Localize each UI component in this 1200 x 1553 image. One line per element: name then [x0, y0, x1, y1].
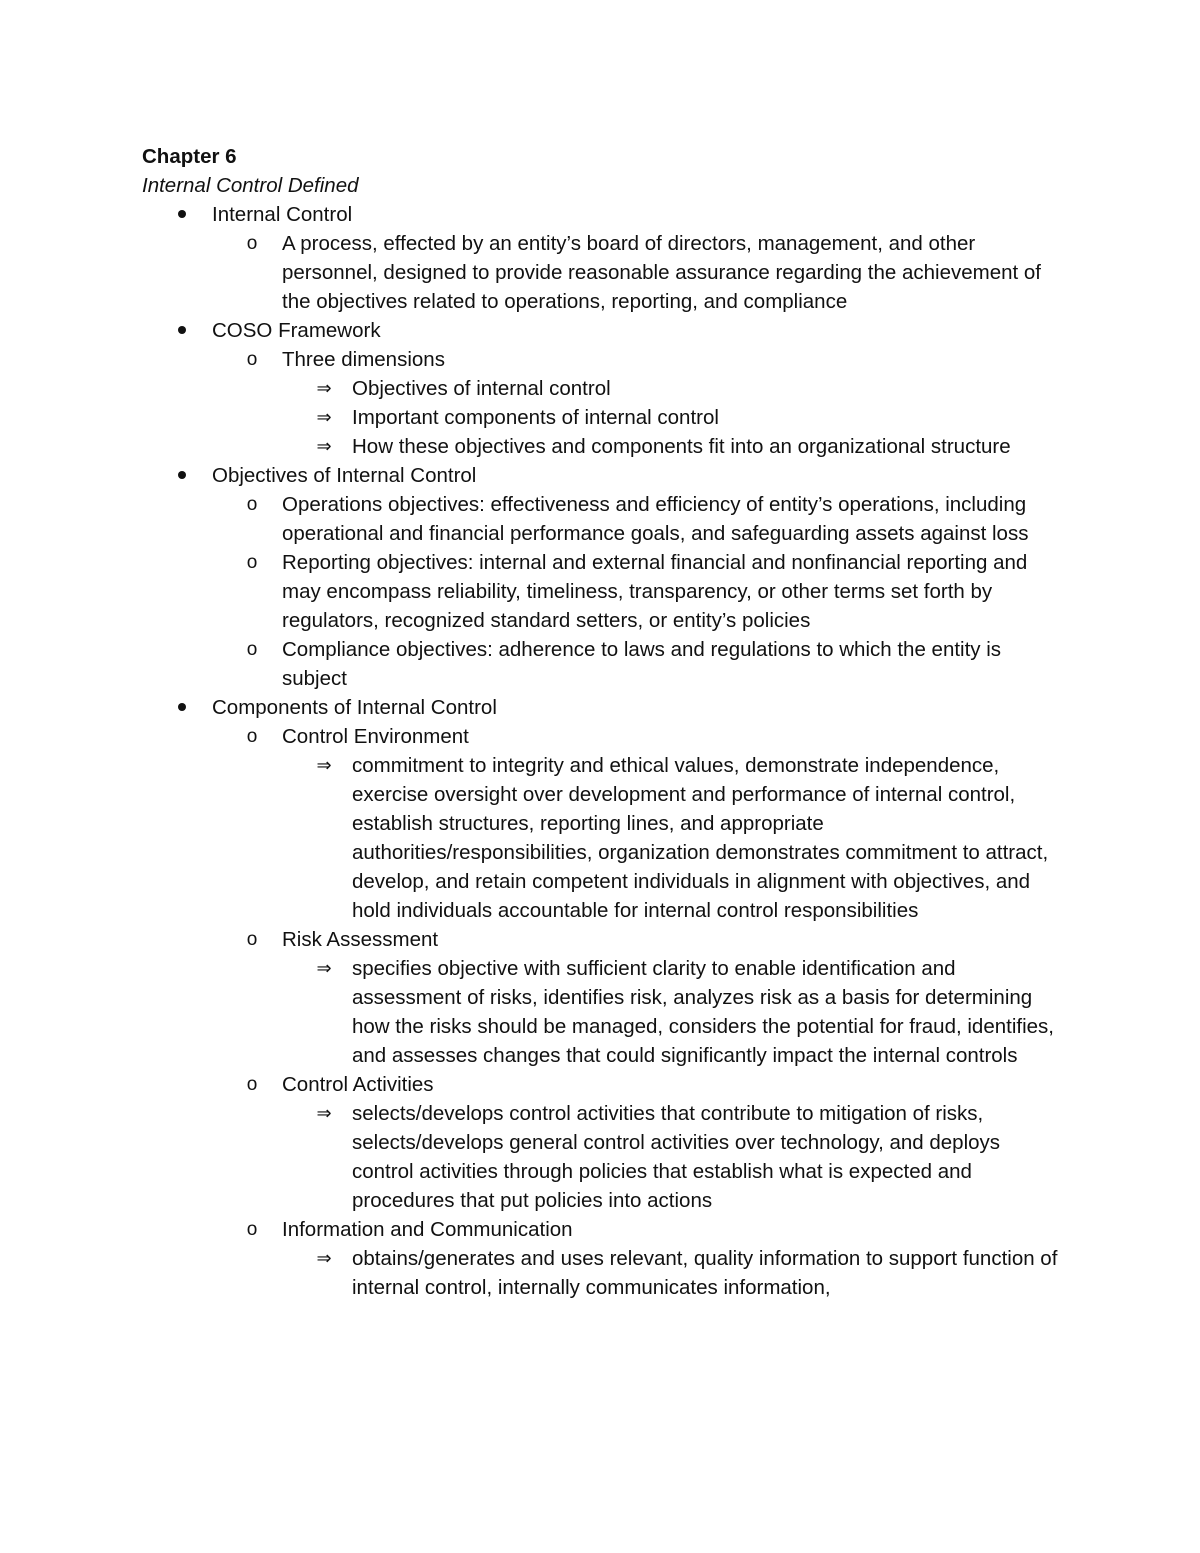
- detail-item-text: commitment to integrity and ethical values, demonstrate independence, exercise oversight over development and performance of internal control, establish structures, reporting lines, and appropriate authorities/responsibilities, organization demonstrates commitment to attract, develop, and retain competent individuals in alignment with objectives, and hold individuals accountable for internal control responsibilities: [352, 754, 1049, 922]
- sub-item-text: Reporting objectives: internal and external financial and nonfinancial reporting and may encompass reliability, timeliness, transparency, or other terms set forth by regulators, recognized standard setters, or entity’s policies: [282, 551, 1028, 632]
- detail-item-text: Important components of internal control: [352, 406, 719, 429]
- detail-item: [282, 751, 1062, 925]
- outline-item: [142, 693, 1062, 1302]
- detail-item: [282, 1244, 1062, 1302]
- sub-item: [212, 345, 1062, 461]
- sub-item: [212, 548, 1062, 635]
- arrow-right-icon: ⇒: [316, 407, 332, 427]
- sub-item: [212, 1215, 1062, 1302]
- circle-bullet-icon: o: [246, 494, 258, 515]
- detail-item-text: Objectives of internal control: [352, 377, 611, 400]
- arrow-right-icon: ⇒: [316, 958, 332, 978]
- outline-list: [142, 200, 1062, 1302]
- sub-item-text: Three dimensions: [282, 348, 445, 371]
- sub-item: [212, 1070, 1062, 1215]
- circle-bullet-icon: o: [246, 639, 258, 660]
- arrow-right-icon: ⇒: [316, 378, 332, 398]
- circle-bullet-icon: o: [246, 929, 258, 950]
- detail-list: [282, 954, 1062, 1070]
- sub-item-text: Compliance objectives: adherence to laws and regulations to which the entity is subject: [282, 638, 1002, 690]
- detail-item: [282, 954, 1062, 1070]
- outline-item-label: Internal Control: [212, 203, 353, 226]
- outline-item: [142, 316, 1062, 461]
- detail-item: [282, 432, 1062, 461]
- section-title: Internal Control Defined: [142, 174, 359, 197]
- sub-item: [212, 490, 1062, 548]
- detail-item: [282, 374, 1062, 403]
- sub-list: [212, 722, 1062, 1302]
- arrow-right-icon: ⇒: [316, 755, 332, 775]
- sub-item-text: Control Activities: [282, 1073, 434, 1096]
- sub-item-text: A process, effected by an entity’s board of directors, management, and other personnel, designed to provide reasonable assurance regarding the achievement of the objectives related to operations, reporting, and compliance: [282, 232, 1042, 313]
- outline-item-label: Objectives of Internal Control: [212, 464, 477, 487]
- circle-bullet-icon: o: [246, 726, 258, 747]
- circle-bullet-icon: o: [246, 1219, 258, 1240]
- outline-item: [142, 200, 1062, 316]
- sub-list: [212, 490, 1062, 693]
- detail-list: [282, 1244, 1062, 1302]
- detail-item-text: selects/develops control activities that contribute to mitigation of risks, selects/develops general control activities over technology, and deploys control activities through policies that establish what is expected and procedures that put policies into actions: [352, 1102, 1001, 1212]
- circle-bullet-icon: o: [246, 233, 258, 254]
- sub-item: [212, 635, 1062, 693]
- bullet-icon: [162, 461, 202, 490]
- sub-item-text: Control Environment: [282, 725, 469, 748]
- sub-item: [212, 229, 1062, 316]
- bullet-icon: [162, 693, 202, 722]
- arrow-right-icon: ⇒: [316, 436, 332, 456]
- detail-item-text: How these objectives and components fit into an organizational structure: [352, 435, 1011, 458]
- circle-bullet-icon: o: [246, 552, 258, 573]
- sub-item: [212, 925, 1062, 1070]
- bullet-icon: [162, 316, 202, 345]
- detail-list: [282, 374, 1062, 461]
- detail-item: [282, 1099, 1062, 1215]
- sub-item-text: Information and Communication: [282, 1218, 573, 1241]
- circle-bullet-icon: o: [246, 1074, 258, 1095]
- sub-list: [212, 345, 1062, 461]
- detail-list: [282, 751, 1062, 925]
- detail-item: [282, 403, 1062, 432]
- arrow-right-icon: ⇒: [316, 1248, 332, 1268]
- sub-list: [212, 229, 1062, 316]
- chapter-title: Chapter 6: [142, 145, 237, 168]
- outline-item-label: Components of Internal Control: [212, 696, 497, 719]
- arrow-right-icon: ⇒: [316, 1103, 332, 1123]
- detail-item-text: obtains/generates and uses relevant, quality information to support function of internal control, internally communicates information,: [352, 1247, 1058, 1299]
- sub-item: [212, 722, 1062, 925]
- outline-item-label: COSO Framework: [212, 319, 381, 342]
- sub-item-text: Operations objectives: effectiveness and efficiency of entity’s operations, including operational and financial performance goals, and safeguarding assets against loss: [282, 493, 1029, 545]
- detail-list: [282, 1099, 1062, 1215]
- sub-item-text: Risk Assessment: [282, 928, 439, 951]
- detail-item-text: specifies objective with sufficient clarity to enable identification and assessment of risks, identifies risk, analyzes risk as a basis for determining how the risks should be managed, considers the potential for fraud, identifies, and assesses changes that could significantly impact the internal controls: [352, 957, 1054, 1067]
- circle-bullet-icon: o: [246, 349, 258, 370]
- bullet-icon: [162, 200, 202, 229]
- document-content: [142, 142, 1062, 1302]
- outline-item: [142, 461, 1062, 693]
